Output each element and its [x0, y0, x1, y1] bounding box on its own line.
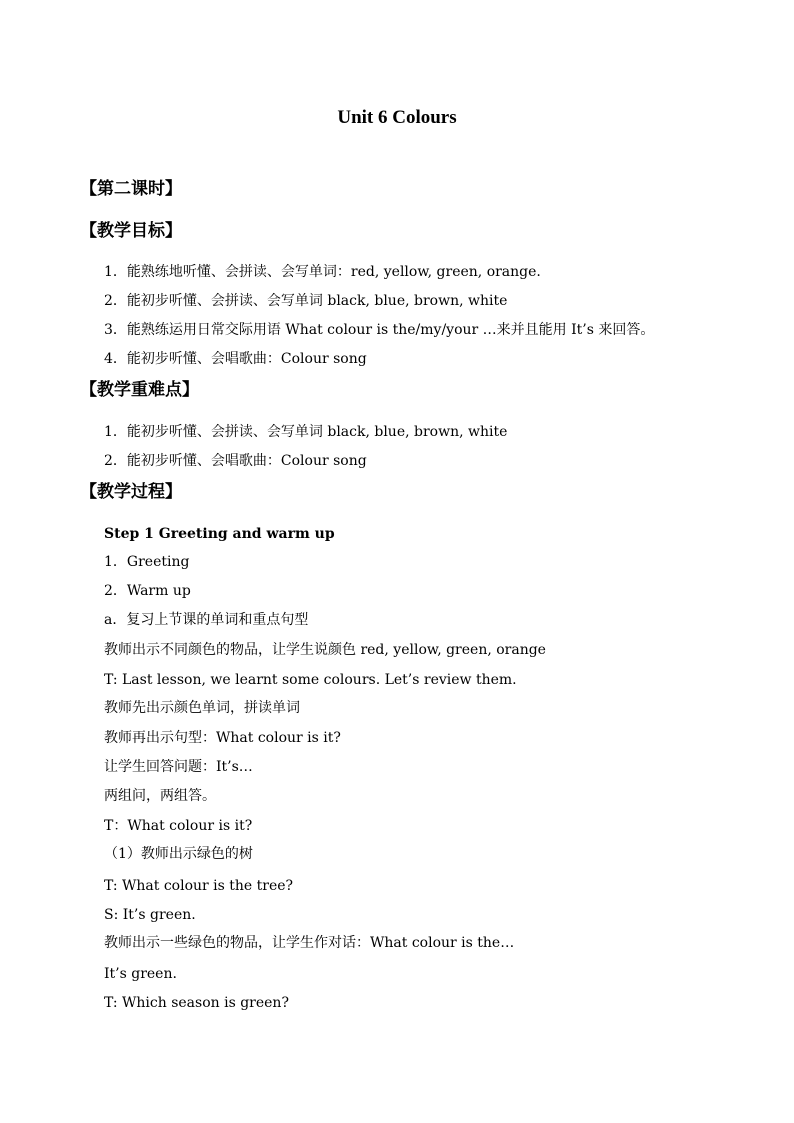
process-line: T: What colour is the tree? — [104, 878, 294, 894]
process-line: 让学生回答问题：It’s… — [104, 759, 253, 775]
key-point-item-1: 1．能初步听懂、会拼读、会写单词 black, blue, brown, white — [104, 424, 508, 440]
lesson-heading: 【第二课时】 — [80, 179, 182, 199]
process-line: T: Which season is green? — [104, 995, 289, 1011]
process-line: 两组问，两组答。 — [104, 788, 216, 804]
process-line: 1．Greeting — [104, 554, 190, 570]
process-line: 教师再出示句型：What colour is it? — [104, 730, 341, 746]
objective-item-4: 4．能初步听懂、会唱歌曲：Colour song — [104, 351, 367, 367]
process-line: T：What colour is it? — [104, 818, 253, 834]
objective-item-2: 2．能初步听懂、会拼读、会写单词 black, blue, brown, white — [104, 293, 508, 309]
process-line: 教师出示一些绿色的物品，让学生作对话：What colour is the… — [104, 935, 515, 951]
process-line: 2．Warm up — [104, 583, 191, 599]
document-title: Unit 6 Colours — [337, 107, 457, 128]
process-line: a．复习上节课的单词和重点句型 — [104, 612, 309, 628]
process-line: 教师先出示颜色单词，拼读单词 — [104, 700, 300, 716]
objectives-heading: 【教学目标】 — [80, 221, 182, 241]
process-line: S: It’s green. — [104, 907, 196, 923]
process-heading: 【教学过程】 — [80, 482, 182, 502]
process-line: （1）教师出示绿色的树 — [104, 846, 253, 862]
process-line: 教师出示不同颜色的物品，让学生说颜色 red, yellow, green, orange — [104, 642, 546, 658]
process-line: It’s green. — [104, 966, 177, 982]
process-line: T: Last lesson, we learnt some colours. Let’s review them. — [104, 672, 517, 688]
objective-item-1: 1．能熟练地听懂、会拼读、会写单词：red, yellow, green, orange. — [104, 264, 541, 280]
key-points-heading: 【教学重难点】 — [80, 380, 199, 400]
objective-item-3: 3．能熟练运用日常交际用语 What colour is the/my/your …来并且能用 It’s 来回答。 — [104, 322, 655, 338]
step-title: Step 1 Greeting and warm up — [104, 526, 335, 542]
key-point-item-2: 2．能初步听懂、会唱歌曲：Colour song — [104, 453, 367, 469]
